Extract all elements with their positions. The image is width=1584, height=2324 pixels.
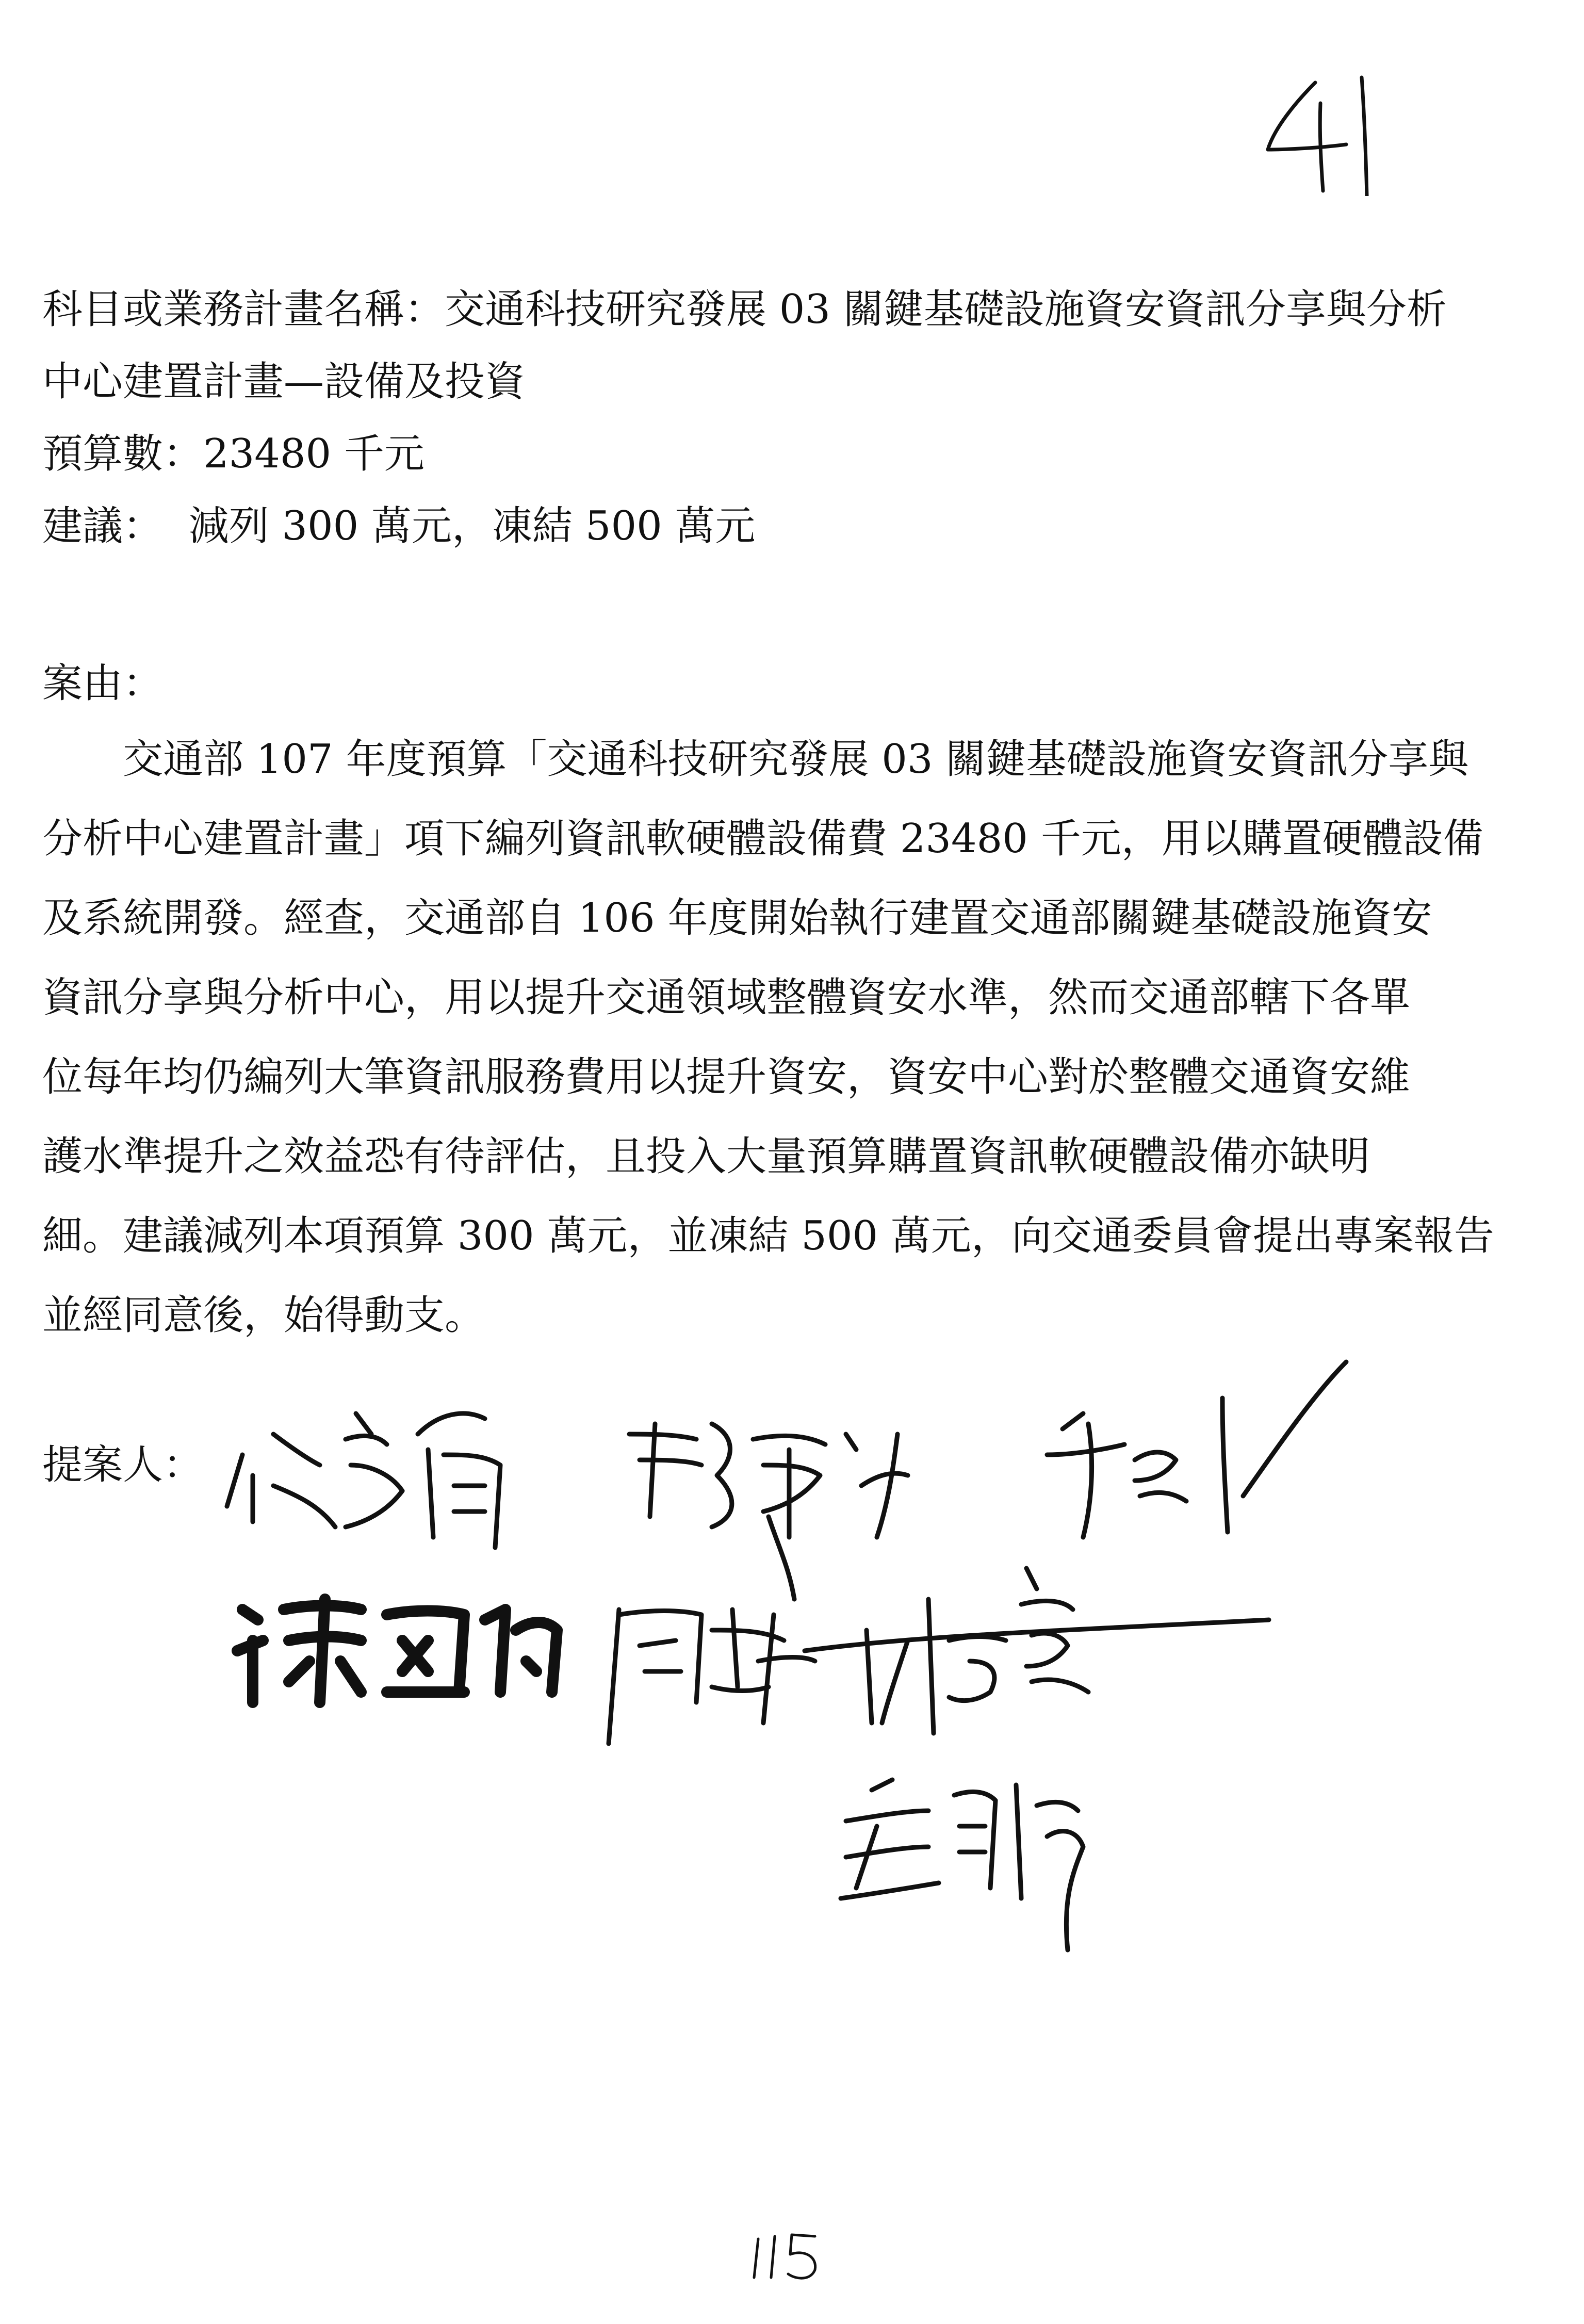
reason-line: 細。建議減列本項預算 300 萬元，並凍結 500 萬元，向交通委員會提出專案報告 [42, 1213, 1494, 1259]
reason-line: 交通部 107 年度預算「交通科技研究發展 03 關鍵基礎設施資安資訊分享與 [123, 736, 1469, 783]
signature-1 [227, 1413, 500, 1548]
reason-line: 護水準提升之效益恐有待評估，且投入大量預算購置資訊軟硬體設備亦缺明 [42, 1133, 1370, 1180]
reason-line: 分析中心建置計畫」項下編列資訊軟硬體設備費 23480 千元，用以購置硬體設備 [42, 816, 1483, 862]
subject-title-line-2: 中心建置計畫—設備及投資 [42, 359, 526, 405]
signature-4 [237, 1599, 557, 1702]
handwritten-page-number-41 [1259, 72, 1393, 196]
signature-6 [805, 1568, 1269, 1733]
signature-3 [1047, 1362, 1346, 1537]
reason-heading [42, 647, 1435, 720]
signature-5 [609, 1517, 815, 1744]
reason-line: 資訊分享與分析中心，用以提升交通領域整體資安水準，然而交通部轄下各單 [42, 974, 1411, 1021]
handwritten-page-number-115 [743, 2229, 825, 2285]
handwritten-signatures [196, 1279, 1444, 1981]
header-block [42, 273, 1447, 562]
reason-body [42, 720, 1494, 1355]
reason-line: 及系統開發。經查，交通部自 106 年度開始執行建置交通部關鍵基礎設施資安 [42, 895, 1432, 941]
reason-label: 案由： [42, 660, 164, 707]
budget-line: 預算數：23480 千元 [42, 431, 424, 477]
proposer-label: 提案人： [42, 1442, 204, 1488]
subject-title-line-1: 科目或業務計畫名稱：交通科技研究發展 03 關鍵基礎設施資安資訊分享與分析 [42, 286, 1447, 333]
reason-line: 位每年均仍編列大筆資訊服務費用以提升資安，資安中心對於整體交通資安維 [42, 1054, 1411, 1100]
signature-7 [841, 1780, 1083, 1950]
suggestion-line: 建議： 減列 300 萬元，凍結 500 萬元 [42, 503, 756, 549]
reason-line: 並經同意後，始得動支。 [42, 1292, 485, 1339]
